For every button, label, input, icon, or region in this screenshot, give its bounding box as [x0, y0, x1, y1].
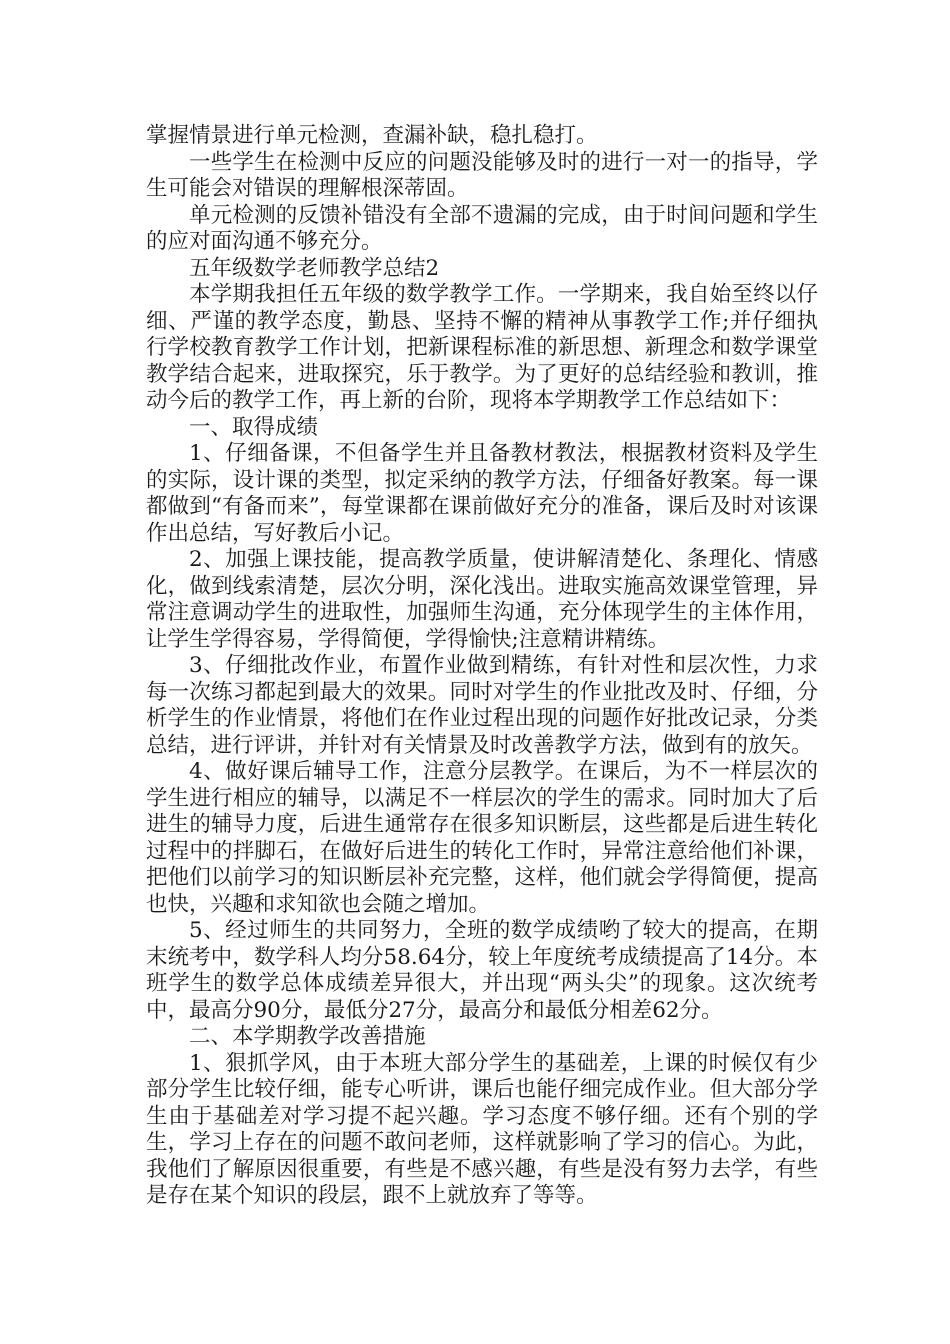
paragraph-3: 单元检测的反馈补错没有全部不遗漏的完成，由于时间问题和学生的应对面沟通不够充分。: [146, 202, 818, 254]
paragraph-item-2: 2、加强上课技能，提高教学质量，使讲解清楚化、条理化、情感化，做到线索清楚，层次分明，深化浅出。进取实施高效课堂管理，异常注意调动学生的进取性，加强师生沟通，充分体现学生的主体作用，让学生学得容易，学得简便，学得愉快;注意精讲精练。: [146, 547, 818, 652]
paragraph-item-3: 3、仔细批改作业，布置作业做到精练，有针对性和层次性，力求每一次练习都起到最大的效果。同时对学生的作业批改及时、仔细，分析学生的作业情景，将他们在作业过程出现的问题作好批改记录，分类总结，进行评讲，并针对有关情景及时改善教学方法，做到有的放矢。: [146, 653, 818, 758]
heading-achievements: 一、取得成绩: [189, 414, 319, 440]
section-title-summary-2: 五年级数学老师教学总结2: [189, 255, 440, 281]
document-body: [146, 123, 818, 1210]
paragraph-item-5: 5、经过师生的共同努力，全班的数学成绩哟了较大的提高，在期末统考中，数学科人均分58.64分，较上年度统考成绩提高了14分。本班学生的数学总体成绩差异很大，并出现“两头尖”的现象。这次统考中，最高分90分，最低分27分，最高分和最低分相差62分。: [146, 918, 818, 1023]
paragraph-improvement-1: 1、狠抓学风，由于本班大部分学生的基础差，上课的时候仅有少部分学生比较仔细，能专心听讲，课后也能仔细完成作业。但大部分学生由于基础差对学习提不起兴趣。学习态度不够仔细。还有个别的学生，学习上存在的问题不敢问老师，这样就影响了学习的信心。为此，我他们了解原因很重要，有些是不感兴趣，有些是没有努力去学，有些是存在某个知识的段层，跟不上就放弃了等等。: [146, 1050, 818, 1208]
paragraph-intro: 本学期我担任五年级的数学教学工作。一学期来，我自始至终以仔细、严谨的教学态度，勤恳、坚持不懈的精神从事教学工作;并仔细执行学校教育教学工作计划，把新课程标准的新思想、新理念和数学课堂教学结合起来，进取探究，乐于教学。为了更好的总结经验和教训，推动今后的教学工作，再上新的台阶，现将本学期教学工作总结如下：: [146, 282, 818, 413]
paragraph-item-1: 1、仔细备课，不但备学生并且备教材教法，根据教材资料及学生的实际，设计课的类型，拟定采纳的教学方法，仔细备好教案。每一课都做到“有备而来”，每堂课都在课前做好充分的准备，课后及时对该课作出总结，写好教后小记。: [146, 441, 818, 546]
heading-improvements: 二、本学期教学改善措施: [189, 1024, 426, 1049]
paragraph-item-4: 4、做好课后辅导工作，注意分层教学。在课后，为不一样层次的学生进行相应的辅导，以满足不一样层次的学生的需求。同时加大了后进生的辅导力度，后进生通常存在很多知识断层，这些都是后进生转化过程中的拌脚石，在做好后进生的转化工作时，异常注意给他们补课，把他们以前学习的知识断层补充完整，这样，他们就会学得简便，提高也快，兴趣和求知欲也会随之增加。: [146, 759, 818, 917]
paragraph-2: 一些学生在检测中反应的问题没能够及时的进行一对一的指导，学生可能会对错误的理解根深蒂固。: [146, 149, 818, 201]
paragraph-1: 掌握情景进行单元检测，查漏补缺，稳扎稳打。: [146, 123, 598, 148]
